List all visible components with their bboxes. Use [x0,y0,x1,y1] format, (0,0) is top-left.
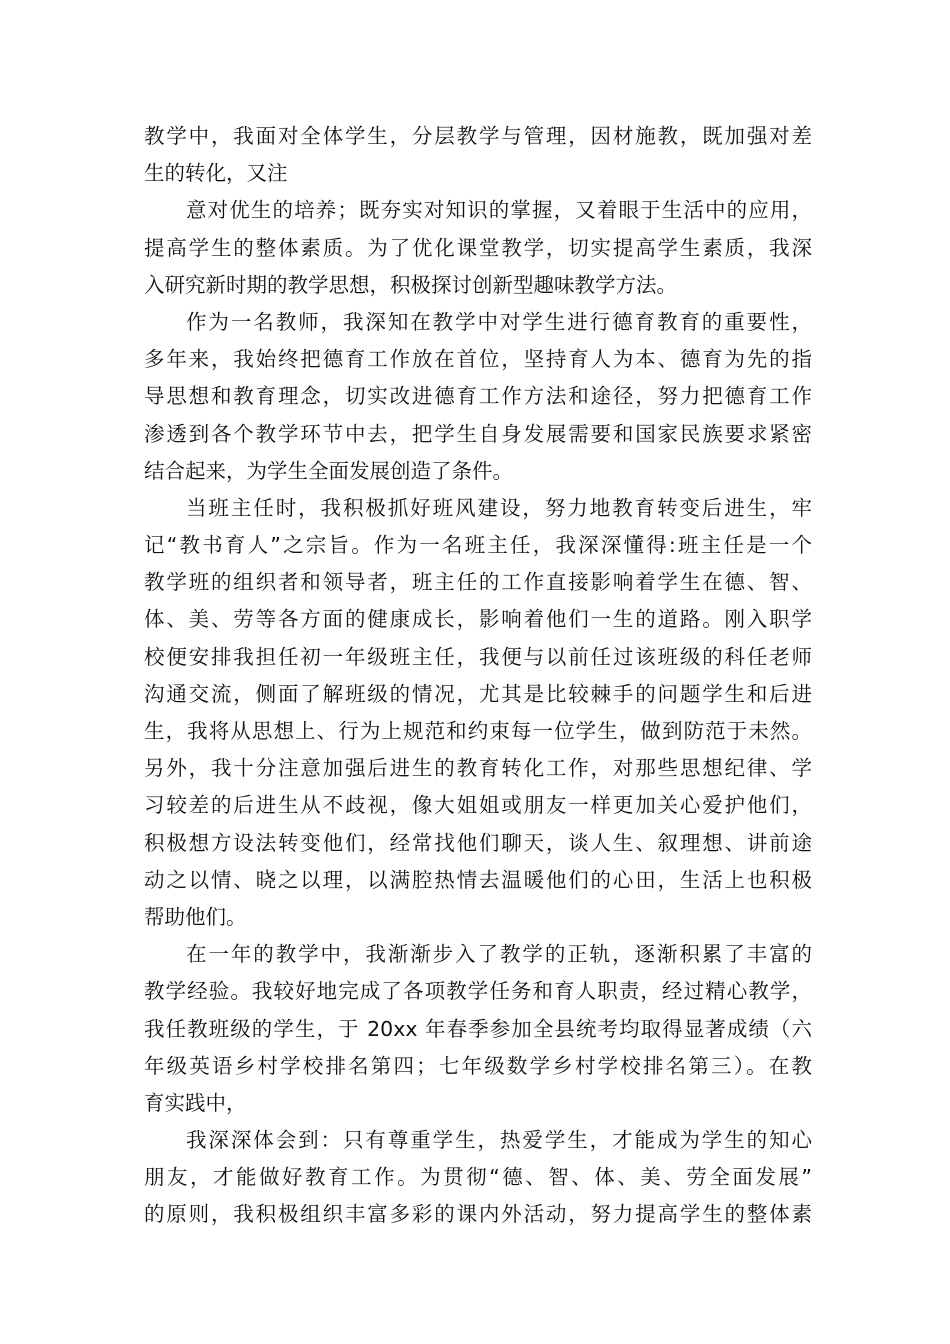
text-line: 我深深体会到：只有尊重学生，热爱学生，才能成为学生的知心 [186,1128,812,1153]
text-line: 作为一名教师，我深知在教学中对学生进行德育教育的重要性， [186,309,812,334]
text-line: 另外，我十分注意加强后进生的教育转化工作，对那些思想纪律、学 [144,756,812,781]
text-line: 我任教班级的学生，于 20xx 年春季参加全县统考均取得显著成绩（六 [144,1016,812,1041]
text-line: 校便安排我担任初一年级班主任，我便与以前任过该班级的科任老师 [144,644,812,669]
text-line: 体、美、劳等各方面的健康成长，影响着他们一生的道路。刚入职学 [144,607,812,632]
text-line: 育实践中， [144,1090,247,1115]
paragraph [144,192,812,304]
text-line: 多年来，我始终把德育工作放在首位，坚持育人为本、德育为先的指 [144,347,812,372]
text-line: 生，我将从思想上、行为上规范和约束每一位学生，做到防范于未然。 [144,719,812,743]
paragraph [144,490,812,936]
text-line: 的原则，我积极组织丰富多彩的课内外活动，努力提高学生的整体素 [144,1202,812,1227]
text-line: 当班主任时，我积极抓好班风建设，努力地教育转变后进生，牢 [186,495,812,520]
text-line: 年级英语乡村学校排名第四；七年级数学乡村学校排名第三）。在教 [144,1053,812,1078]
text-line: 意对优生的培养；既夯实对知识的掌握，又着眼于生活中的应用， [186,198,812,223]
text-line: 提高学生的整体素质。为了优化课堂教学，切实提高学生素质，我深 [144,235,812,260]
text-line: 习较差的后进生从不歧视，像大姐姐或朋友一样更加关心爱护他们， [144,793,812,818]
text-line: 教学经验。我较好地完成了各项教学任务和育人职责，经过精心教学， [144,979,812,1004]
text-line: 生的转化，又注 [144,161,288,186]
paragraph [144,304,812,490]
document-body [144,118,812,1234]
text-line: 帮助他们。 [144,904,247,929]
paragraph [144,1122,812,1234]
text-line: 动之以情、晓之以理，以满腔热情去温暖他们的心田，生活上也积极 [144,867,812,892]
document-page [144,118,812,1234]
paragraph [144,936,812,1122]
text-line: 积极想方设法转变他们，经常找他们聊天，谈人生、叙理想、讲前途 [144,830,812,855]
text-line: 沟通交流，侧面了解班级的情况，尤其是比较棘手的问题学生和后进 [144,681,812,706]
text-line: 在一年的教学中，我渐渐步入了教学的正轨，逐渐积累了丰富的 [186,942,812,967]
text-line: 渗透到各个教学环节中去，把学生自身发展需要和国家民族要求紧密 [144,421,812,446]
text-line: 导思想和教育理念，切实改进德育工作方法和途径，努力把德育工作 [144,384,812,409]
text-line: 教学中，我面对全体学生，分层教学与管理，因材施教，既加强对差 [144,124,812,148]
text-line: 结合起来，为学生全面发展创造了条件。 [144,458,513,483]
paragraph [144,118,812,192]
text-line: 入研究新时期的教学思想，积极探讨创新型趣味教学方法。 [144,272,677,297]
text-line: 教学班的组织者和领导者，班主任的工作直接影响着学生在德、智、 [144,570,812,595]
text-line: 记“教书育人”之宗旨。作为一名班主任，我深深懂得:班主任是一个 [144,533,812,558]
text-line: 朋友，才能做好教育工作。为贯彻“德、智、体、美、劳全面发展” [144,1165,812,1190]
